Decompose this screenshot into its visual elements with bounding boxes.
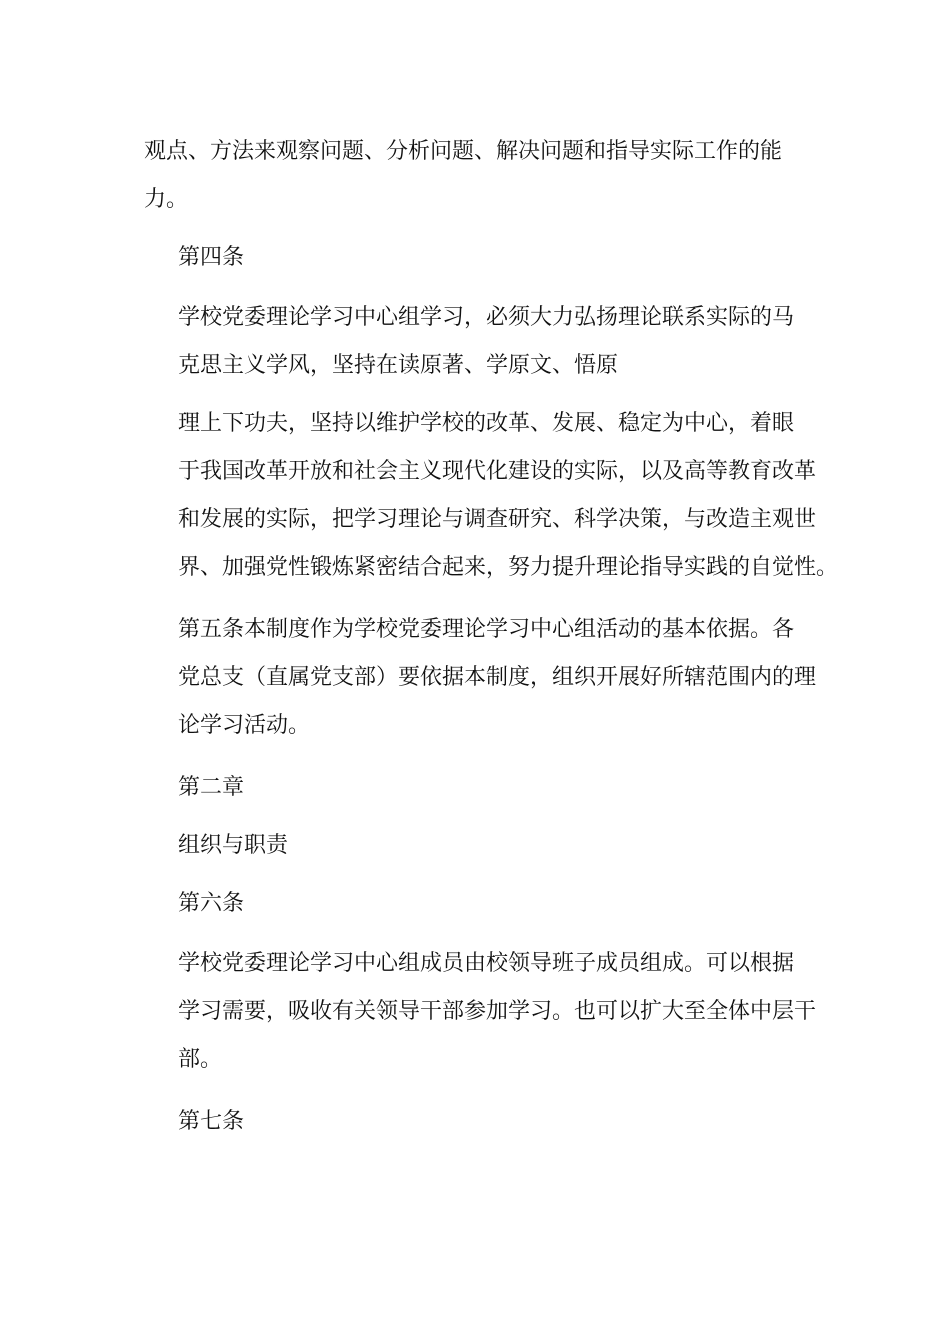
paragraph-article-4-cont (144, 400, 839, 592)
article-4-heading: 第四条 (178, 245, 245, 270)
article-7-heading: 第七条 (178, 1109, 245, 1134)
text-line: 和发展的实际，把学习理论与调查研究、科学决策，与改造主观世 (178, 507, 817, 532)
paragraph-article-5 (144, 606, 817, 750)
text-line: 界、加强党性锻炼紧密结合起来，努力提升理论指导实践的自觉性。 (178, 555, 839, 580)
paragraph-continued (144, 128, 809, 224)
text-line: 理上下功夫，坚持以维护学校的改革、发展、稳定为中心，着眼 (178, 411, 795, 436)
text-line: 学校党委理论学习中心组学习，必须大力弘扬理论联系实际的马 (178, 305, 795, 330)
chapter-2-heading: 第二章 (178, 775, 245, 800)
section-heading-organization: 组织与职责 (178, 833, 289, 858)
paragraph-article-4 (144, 294, 809, 390)
text-line: 克思主义学风，坚持在读原著、学原文、悟原 (178, 353, 619, 378)
text-line: 力。 (144, 187, 189, 212)
text-line: 党总支（直属党支部）要依据本制度，组织开展好所辖范围内的理 (178, 665, 817, 690)
text-line: 于我国改革开放和社会主义现代化建设的实际，以及高等教育改革 (178, 459, 817, 484)
text-line: 部。 (178, 1047, 223, 1072)
text-line: 观点、方法来观察问题、分析问题、解决问题和指导实际工作的能 (144, 139, 783, 164)
text-line: 第五条本制度作为学校党委理论学习中心组活动的基本依据。各 (178, 617, 795, 642)
text-line: 论学习活动。 (178, 713, 311, 738)
article-6-heading: 第六条 (178, 891, 245, 916)
text-line: 学校党委理论学习中心组成员由校领导班子成员组成。可以根据 (178, 951, 795, 976)
paragraph-article-6 (144, 940, 817, 1084)
text-line: 学习需要，吸收有关领导干部参加学习。也可以扩大至全体中层干 (178, 999, 817, 1024)
